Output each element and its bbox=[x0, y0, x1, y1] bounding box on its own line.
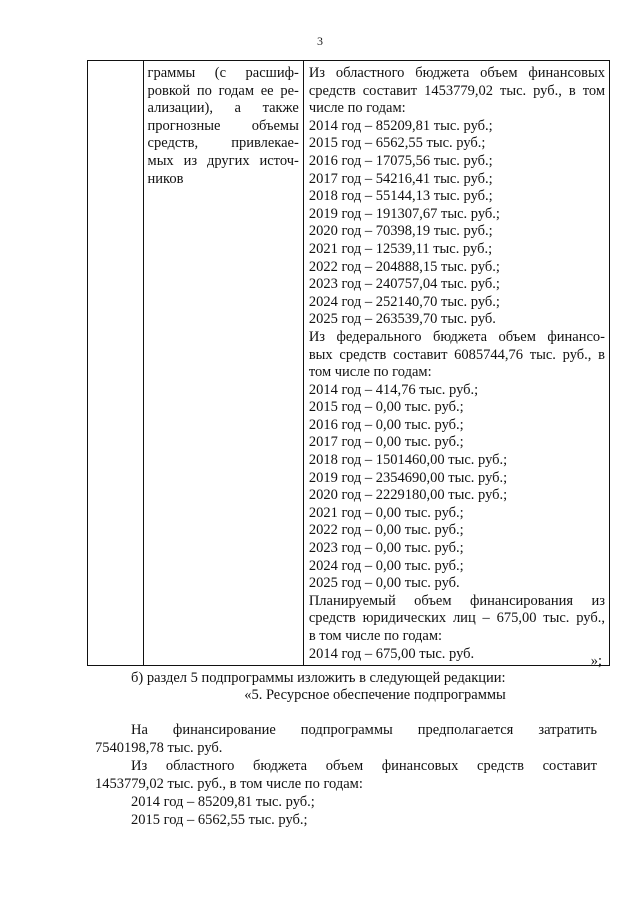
page-number: 3 bbox=[317, 34, 323, 48]
label-line: ников bbox=[147, 170, 184, 187]
content-line: 2023 год – 240757,04 тыс. руб.; bbox=[308, 276, 500, 293]
content-line: 2024 год – 0,00 тыс. руб.; bbox=[308, 557, 464, 574]
content-line: 2022 год – 204888,15 тыс. руб.; bbox=[308, 258, 500, 275]
label-line: прогнозные объемы bbox=[147, 117, 299, 134]
program-passport-table bbox=[87, 60, 610, 666]
content-cell bbox=[303, 61, 609, 666]
content-line: 2019 год – 191307,67 тыс. руб.; bbox=[308, 205, 500, 222]
label-line: ровкой по годам ее ре- bbox=[147, 82, 299, 99]
content-line: 2015 год – 6562,55 тыс. руб.; bbox=[308, 135, 486, 152]
label-line: мых из других источ- bbox=[147, 152, 299, 169]
content-line: средств юридических лиц – 675,00 тыс. руб., bbox=[308, 610, 605, 627]
label-line: граммы (с расшиф- bbox=[147, 65, 299, 81]
content-line: 2017 год – 54216,41 тыс. руб.; bbox=[308, 170, 493, 187]
paragraph-line: 7540198,78 тыс. руб. bbox=[95, 739, 223, 756]
content-line: 2019 год – 2354690,00 тыс. руб.; bbox=[308, 469, 508, 486]
label-line: ализации), а также bbox=[147, 100, 299, 117]
content-line: в том числе по годам: bbox=[308, 628, 443, 644]
content-line: числе по годам: bbox=[308, 100, 406, 117]
content-line: 2018 год – 1501460,00 тыс. руб.; bbox=[308, 452, 508, 469]
content-line: 2025 год – 263539,70 тыс. руб. bbox=[308, 311, 496, 328]
paragraph-line: На финансирование подпрограммы предполагается затратить bbox=[131, 722, 597, 738]
content-line: 2014 год – 85209,81 тыс. руб.; bbox=[308, 117, 493, 134]
content-line: 2018 год – 55144,13 тыс. руб.; bbox=[308, 188, 493, 205]
content-line: Планируемый объем финансирования из bbox=[308, 592, 605, 609]
content-line: 2016 год – 17075,56 тыс. руб.; bbox=[308, 152, 493, 169]
label-line: средств, привлекае- bbox=[147, 135, 299, 152]
content-line: 2020 год – 70398,19 тыс. руб.; bbox=[308, 223, 493, 240]
content-line: Из областного бюджета объем финансовых bbox=[308, 65, 605, 81]
content-line: 2014 год – 414,76 тыс. руб.; bbox=[308, 381, 479, 398]
content-line: 2024 год – 252140,70 тыс. руб.; bbox=[308, 293, 500, 310]
paragraph-line: 1453779,02 тыс. руб., в том числе по годам: bbox=[95, 775, 363, 792]
content-text bbox=[304, 61, 609, 665]
section-b-instruction: б) раздел 5 подпрограммы изложить в следующей редакции: bbox=[131, 670, 506, 686]
content-line: 2016 год – 0,00 тыс. руб.; bbox=[308, 416, 464, 433]
table-row bbox=[88, 61, 610, 666]
paragraph-line: Из областного бюджета объем финансовых средств составит bbox=[131, 758, 597, 774]
content-line: 2022 год – 0,00 тыс. руб.; bbox=[308, 522, 464, 539]
paragraph-total-funding bbox=[95, 722, 597, 757]
content-line: 2020 год – 2229180,00 тыс. руб.; bbox=[308, 487, 508, 504]
year-line: 2014 год – 85209,81 тыс. руб.; bbox=[131, 794, 315, 810]
content-line: Из федерального бюджета объем финансо- bbox=[308, 328, 605, 345]
content-line: вых средств составит 6085744,76 тыс. руб., в bbox=[308, 346, 605, 363]
section-title: «5. Ресурсное обеспечение подпрограммы bbox=[244, 687, 506, 703]
closing-quote-mark: »; bbox=[590, 653, 602, 669]
year-line: 2015 год – 6562,55 тыс. руб.; bbox=[131, 812, 308, 828]
label-text bbox=[144, 61, 303, 190]
empty-cell bbox=[88, 61, 144, 666]
content-line: 2015 год – 0,00 тыс. руб.; bbox=[308, 399, 464, 416]
content-line: 2014 год – 675,00 тыс. руб. bbox=[308, 645, 475, 662]
paragraph-regional-funding bbox=[95, 758, 597, 793]
content-line: том числе по годам: bbox=[308, 364, 432, 381]
content-line: средств составит 1453779,02 тыс. руб., в том bbox=[308, 82, 605, 99]
content-line: 2025 год – 0,00 тыс. руб. bbox=[308, 575, 460, 592]
content-line: 2023 год – 0,00 тыс. руб.; bbox=[308, 540, 464, 557]
content-line: 2017 год – 0,00 тыс. руб.; bbox=[308, 434, 464, 451]
label-cell bbox=[143, 61, 303, 666]
content-line: 2021 год – 12539,11 тыс. руб.; bbox=[308, 240, 493, 257]
content-line: 2021 год – 0,00 тыс. руб.; bbox=[308, 504, 464, 521]
